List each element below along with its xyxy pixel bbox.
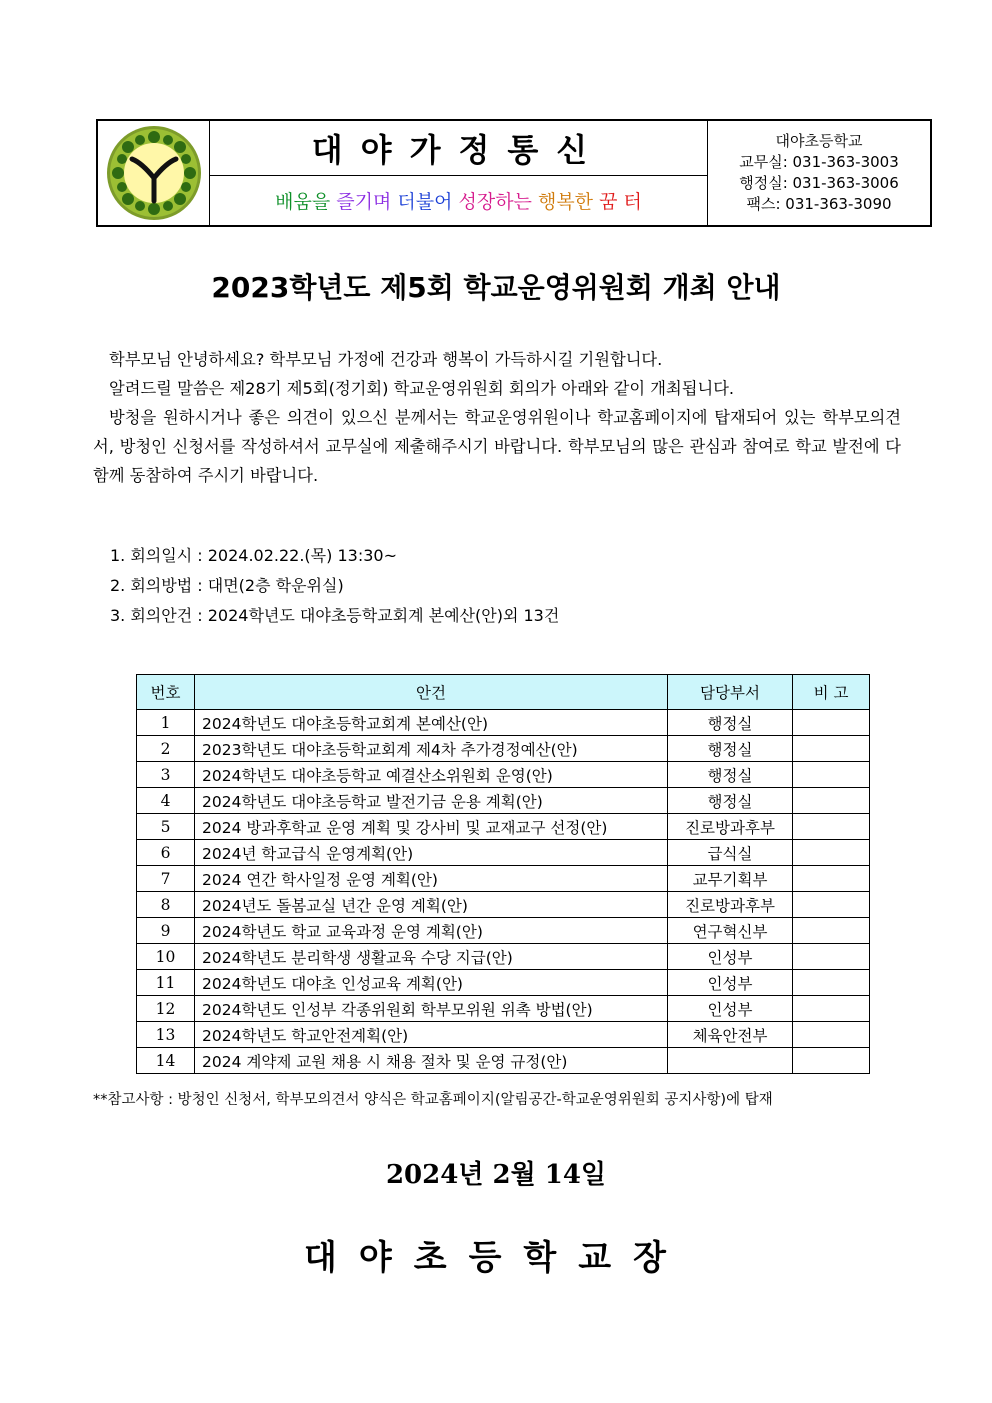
row-department xyxy=(668,1048,793,1074)
intro-paragraphs xyxy=(93,345,901,490)
row-department: 행정실 xyxy=(668,788,793,814)
row-note xyxy=(793,762,870,788)
row-number: 12 xyxy=(137,996,195,1022)
newsletter-title: 대야가정통신 xyxy=(210,121,707,176)
slogan-part: 즐기며 xyxy=(336,191,398,213)
row-department: 교무기획부 xyxy=(668,866,793,892)
contact-fax: 팩스: 031-363-3090 xyxy=(746,195,892,213)
row-item: 2024 연간 학사일정 운영 계획(안) xyxy=(195,866,668,892)
row-department: 인성부 xyxy=(668,970,793,996)
row-note xyxy=(793,970,870,996)
row-number: 1 xyxy=(137,710,195,736)
row-note xyxy=(793,866,870,892)
row-item: 2023학년도 대야초등학교회계 제4차 추가경정예산(안) xyxy=(195,736,668,762)
row-item: 2024학년도 대야초등학교회계 본예산(안) xyxy=(195,710,668,736)
agenda-table-body xyxy=(137,710,870,1074)
row-number: 11 xyxy=(137,970,195,996)
newsletter-title-cell xyxy=(210,121,708,225)
school-logo-cell xyxy=(98,121,210,225)
table-row xyxy=(137,736,870,762)
row-item: 2024 계약제 교원 채용 시 채용 절차 및 운영 규정(안) xyxy=(195,1048,668,1074)
slogan-part: 꿈 터 xyxy=(599,191,642,213)
row-item: 2024학년도 분리학생 생활교육 수당 지급(안) xyxy=(195,944,668,970)
school-slogan xyxy=(210,176,707,225)
row-number: 6 xyxy=(137,840,195,866)
newsletter-header xyxy=(96,119,932,227)
table-row xyxy=(137,970,870,996)
row-note xyxy=(793,736,870,762)
row-department: 진로방과후부 xyxy=(668,814,793,840)
school-contact-cell xyxy=(708,121,930,225)
table-row xyxy=(137,996,870,1022)
slogan-part: 성장하는 xyxy=(458,191,538,213)
row-department: 인성부 xyxy=(668,996,793,1022)
table-row xyxy=(137,918,870,944)
school-name: 대야초등학교 xyxy=(775,132,863,150)
row-department: 행정실 xyxy=(668,710,793,736)
document-date: 2024년 2월 14일 xyxy=(385,1160,607,1190)
table-row xyxy=(137,710,870,736)
row-department: 연구혁신부 xyxy=(668,918,793,944)
row-note xyxy=(793,892,870,918)
row-note xyxy=(793,1048,870,1074)
reference-note: **참고사항 : 방청인 신청서, 학부모의견서 양식은 학교홈페이지(알림공간-학교운영위원회 공지사항)에 탑재 xyxy=(93,1092,773,1108)
row-number: 5 xyxy=(137,814,195,840)
row-note xyxy=(793,1022,870,1048)
contact-admin-office: 행정실: 031-363-3006 xyxy=(739,174,899,192)
header-number: 번호 xyxy=(137,675,195,710)
header-note: 비 고 xyxy=(793,675,870,710)
table-row xyxy=(137,840,870,866)
row-department: 행정실 xyxy=(668,762,793,788)
row-item: 2024학년도 학교 교육과정 운영 계획(안) xyxy=(195,918,668,944)
table-row xyxy=(137,866,870,892)
table-row xyxy=(137,1022,870,1048)
row-department: 인성부 xyxy=(668,944,793,970)
signer: 대야초등학교장 xyxy=(304,1238,688,1278)
row-number: 2 xyxy=(137,736,195,762)
school-logo-icon xyxy=(104,123,204,223)
row-note xyxy=(793,814,870,840)
row-note xyxy=(793,840,870,866)
table-row xyxy=(137,788,870,814)
row-note xyxy=(793,944,870,970)
meeting-date: 1. 회의일시 : 2024.02.22.(목) 13:30~ xyxy=(110,546,397,565)
row-note xyxy=(793,710,870,736)
row-item: 2024학년도 대야초등학교 예결산소위원회 운영(안) xyxy=(195,762,668,788)
row-note xyxy=(793,996,870,1022)
slogan-part: 행복한 xyxy=(537,191,600,213)
row-item: 2024년 학교급식 운영계획(안) xyxy=(195,840,668,866)
contact-teachers-office: 교무실: 031-363-3003 xyxy=(739,153,899,171)
row-number: 7 xyxy=(137,866,195,892)
row-department: 행정실 xyxy=(668,736,793,762)
row-note xyxy=(793,788,870,814)
notice-paragraph: 알려드릴 말씀은 제28기 제5회(정기회) 학교운영위원회 회의가 아래와 같이 개최됩니다. xyxy=(109,379,735,398)
row-department: 급식실 xyxy=(668,840,793,866)
row-department: 진로방과후부 xyxy=(668,892,793,918)
table-row xyxy=(137,944,870,970)
row-item: 2024학년도 학교안전계획(안) xyxy=(195,1022,668,1048)
header-item: 안건 xyxy=(195,675,668,710)
row-number: 4 xyxy=(137,788,195,814)
table-row xyxy=(137,892,870,918)
meeting-method: 2. 회의방법 : 대면(2층 학운위실) xyxy=(110,576,344,595)
table-row xyxy=(137,1048,870,1074)
row-item: 2024년도 돌봄교실 년간 운영 계획(안) xyxy=(195,892,668,918)
row-item: 2024학년도 인성부 각종위원회 학부모위원 위촉 방법(안) xyxy=(195,996,668,1022)
agenda-table xyxy=(136,674,870,1074)
header-department: 담당부서 xyxy=(668,675,793,710)
agenda-table-header xyxy=(137,675,870,710)
row-number: 9 xyxy=(137,918,195,944)
row-number: 3 xyxy=(137,762,195,788)
request-paragraph: 방청을 원하시거나 좋은 의견이 있으신 분께서는 학교운영위원이나 학교홈페이지에 탑재되어 있는 학부모의견서, 방청인 신청서를 작성하셔서 교무실에 제출해주시기 바랍니다. 학부모님의 많은 관심과 참여로 학교 발전에 다 함께 동참하여 주시기 바랍니다. xyxy=(93,408,901,485)
meeting-info-list xyxy=(110,541,559,631)
table-row xyxy=(137,814,870,840)
meeting-agenda: 3. 회의안건 : 2024학년도 대야초등학교회계 본예산(안)외 13건 xyxy=(110,606,560,625)
document-title: 2023학년도 제5회 학교운영위원회 개최 안내 xyxy=(211,271,781,304)
row-number: 8 xyxy=(137,892,195,918)
row-item: 2024학년도 대야초등학교 발전기금 운용 계획(안) xyxy=(195,788,668,814)
row-item: 2024 방과후학교 운영 계획 및 강사비 및 교재교구 선정(안) xyxy=(195,814,668,840)
table-row xyxy=(137,762,870,788)
slogan-part: 더불어 xyxy=(397,191,459,213)
row-department: 체육안전부 xyxy=(668,1022,793,1048)
row-number: 14 xyxy=(137,1048,195,1074)
row-number: 10 xyxy=(137,944,195,970)
row-number: 13 xyxy=(137,1022,195,1048)
row-item: 2024학년도 대야초 인성교육 계획(안) xyxy=(195,970,668,996)
row-note xyxy=(793,918,870,944)
greeting-paragraph: 학부모님 안녕하세요? 학부모님 가정에 건강과 행복이 가득하시길 기원합니다. xyxy=(109,350,663,369)
slogan-part: 배움을 xyxy=(275,191,337,213)
